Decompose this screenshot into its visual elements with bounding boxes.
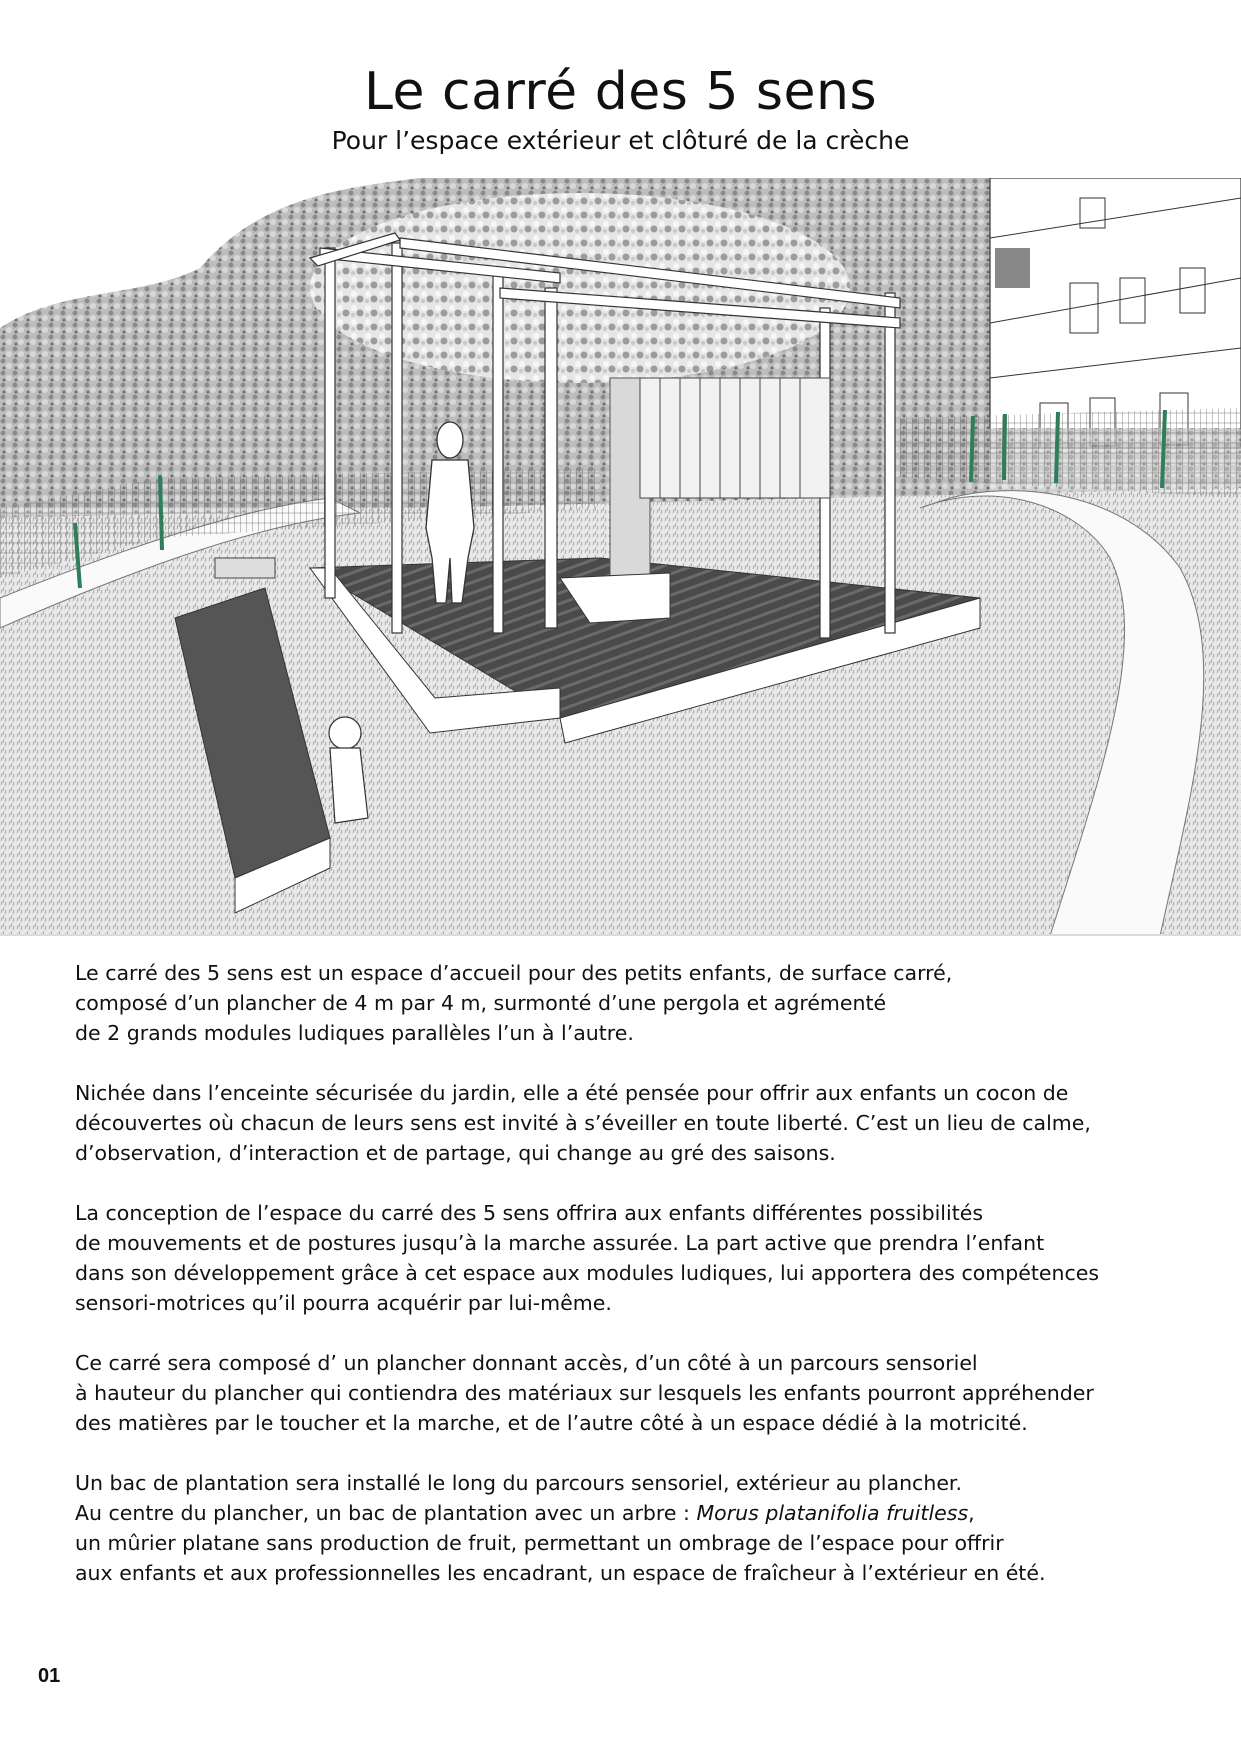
- page-number: 01: [38, 1665, 61, 1687]
- text-line: La conception de l’espace du carré des 5 sens offrira aux enfants différentes possibilités: [75, 1201, 984, 1225]
- text-line: Un bac de plantation sera installé le long du parcours sensoriel, extérieur au plancher.: [75, 1471, 962, 1495]
- species-suffix: ,: [968, 1501, 975, 1525]
- apartment-building: [990, 178, 1241, 448]
- paragraph-location: [75, 1078, 1175, 1168]
- paragraph-intro: [75, 958, 1175, 1048]
- paragraph-design: [75, 1198, 1175, 1318]
- text-line: composé d’un plancher de 4 m par 4 m, surmonté d’une pergola et agrémenté: [75, 991, 887, 1015]
- bench: [215, 558, 275, 578]
- play-module-slats: [640, 378, 830, 498]
- text-line: Le carré des 5 sens est un espace d’accueil pour des petits enfants, de surface carré,: [75, 961, 953, 985]
- page-subtitle: Pour l’espace extérieur et clôturé de la crèche: [331, 126, 910, 155]
- paragraph-layout: [75, 1348, 1175, 1438]
- text-line: à hauteur du plancher qui contiendra des matériaux sur lesquels les enfants pourront appréhender: [75, 1381, 1094, 1405]
- text-line: d’observation, d’interaction et de partage, qui change au gré des saisons.: [75, 1141, 836, 1165]
- text-line-species: [75, 1498, 1175, 1528]
- page-title: Le carré des 5 sens: [363, 62, 878, 122]
- body-text: [75, 958, 1175, 1618]
- text-line: de mouvements et de postures jusqu’à la marche assurée. La part active que prendra l’enfant: [75, 1231, 1045, 1255]
- paragraph-planters: [75, 1468, 1175, 1588]
- text-line: dans son développement grâce à cet espace aux modules ludiques, lui apportera des compétences: [75, 1261, 1100, 1285]
- text-line: un mûrier platane sans production de fruit, permettant un ombrage de l’espace pour offrir: [75, 1531, 1004, 1555]
- pergola-illustration: [0, 178, 1241, 936]
- text-line-prefix: Au centre du plancher, un bac de plantation avec un arbre :: [75, 1501, 697, 1525]
- text-line: aux enfants et aux professionnelles les encadrant, un espace de fraîcheur à l’extérieur en été.: [75, 1561, 1046, 1585]
- garden-sketch: [0, 178, 1241, 936]
- species-name: Morus platanifolia fruitless: [696, 1501, 969, 1525]
- text-line: découvertes où chacun de leurs sens est invité à s’éveiller en toute liberté. C’est un lieu de calme,: [75, 1111, 1091, 1135]
- text-line: des matières par le toucher et la marche, et de l’autre côté à un espace dédié à la motricité.: [75, 1411, 1028, 1435]
- text-line: Nichée dans l’enceinte sécurisée du jardin, elle a été pensée pour offrir aux enfants un cocon de: [75, 1081, 1069, 1105]
- text-line: de 2 grands modules ludiques parallèles l’un à l’autre.: [75, 1021, 634, 1045]
- text-line: sensori-motrices qu’il pourra acquérir par lui-même.: [75, 1291, 612, 1315]
- text-line: Ce carré sera composé d’ un plancher donnant accès, d’un côté à un parcours sensoriel: [75, 1351, 978, 1375]
